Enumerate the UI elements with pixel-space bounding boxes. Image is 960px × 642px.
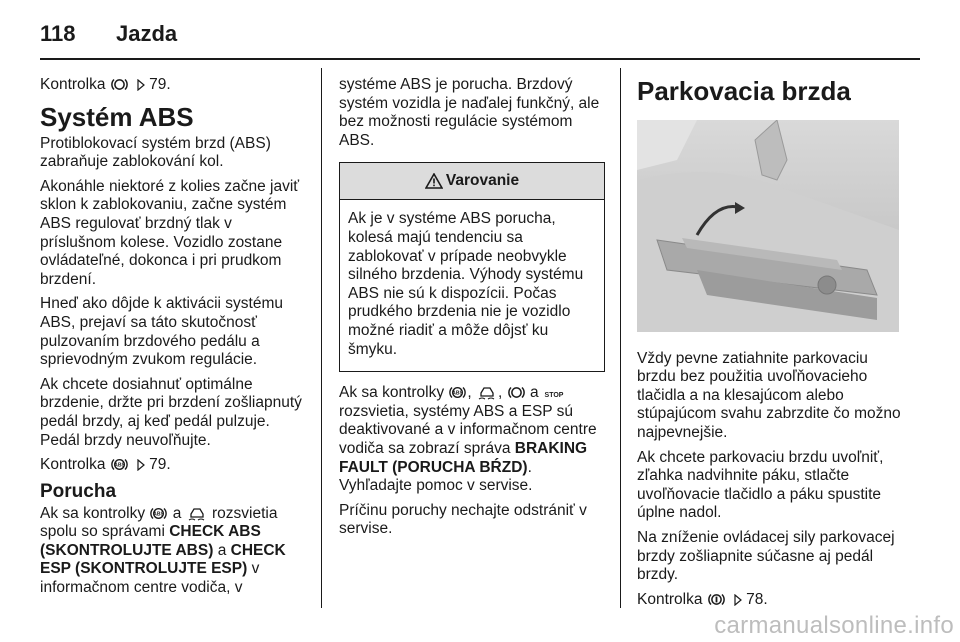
svg-text:ABS: ABS bbox=[114, 462, 125, 469]
svg-text:ABS: ABS bbox=[452, 390, 464, 397]
column-2 bbox=[339, 76, 605, 545]
stop-icon bbox=[544, 388, 564, 400]
esp-skid-icon bbox=[477, 385, 497, 400]
warning-header bbox=[340, 163, 604, 200]
col2-service-line: Vyhľadajte pomoc v servise. bbox=[339, 477, 533, 495]
fault-heading: Porucha bbox=[40, 480, 117, 502]
abs-reference: Kontrolka ABS 79. bbox=[40, 456, 171, 474]
parking-paragraph-1: Vždy pevne zatiahnite parkovaciu brzdu bez použitia uvoľňovacieho tlačidla a na klesajúcom alebo stúpajúcom svahu zabrzdite čo možno najpevnejšie. bbox=[637, 349, 901, 441]
parking-brake-photo bbox=[637, 120, 899, 332]
warning-title: Varovanie bbox=[445, 172, 520, 190]
abs-warning-icon bbox=[449, 385, 466, 400]
page-header bbox=[40, 14, 177, 54]
parking-brake-heading: Parkovacia brzda bbox=[637, 76, 851, 106]
col2-paragraph-2: Ak sa kontrolky ABS , , a STOP rozsvietia, systémy ABS a ESP sú deaktivované a v informačnom centre vodiča sa zobrazí správa BRAKING FAULT (PORUCHA BŔZD). Vyhľadajte pomoc v servise. bbox=[339, 384, 597, 495]
page-number: 118 bbox=[40, 21, 76, 46]
col2-paragraph-1: systéme ABS je porucha. Brzdový systém vozidla je naďalej funkčný, ale bez možnosti regulácie systémom ABS. bbox=[339, 76, 600, 149]
abs-paragraph-1: Protiblokovací systém brzd (ABS) zabraňuje zablokování kol. bbox=[40, 134, 271, 171]
watermark: carmanualsonline.info bbox=[714, 612, 954, 639]
abs-heading: Systém ABS bbox=[40, 101, 194, 132]
warning-triangle-icon bbox=[425, 173, 443, 189]
abs-warning-icon bbox=[150, 506, 167, 521]
brake-warning-icon bbox=[508, 385, 525, 400]
column-divider-2 bbox=[620, 68, 621, 608]
abs-paragraph-2: Akonáhle niektoré z kolies začne javiť sklon k zablokovaniu, začne systém ABS regulovať brzdný tlak v príslušnom kolese. Vozidlo zostane ovládateľné, dokonca i pri prudkom brzdení. bbox=[40, 177, 300, 288]
warning-text: Ak je v systéme ABS porucha, kolesá majú tendenciu sa zablokovať v prípade neobvykle silného brzdenia. Výhody systému ABS nie sú k dispozícii. Počas prudkého brzdenia nie je vozidlo možné riadiť a môže dôjsť ku šmyku. bbox=[348, 210, 584, 358]
abs-warning-icon bbox=[111, 457, 128, 472]
fault-paragraph: Ak sa kontrolky ABS a rozsvietia spolu so správami CHECK ABS (SKONTROLUJTE ABS) a CHECK ESP (SKONTROLUJTE ESP) v informačnom centre vodiča, v bbox=[40, 504, 286, 597]
col2-paragraph-4: Príčinu poruchy nechajte odstrániť v servise. bbox=[339, 501, 587, 538]
page-ref-icon bbox=[136, 459, 146, 471]
svg-text:ABS: ABS bbox=[153, 511, 165, 518]
parking-paragraph-3: Na zníženie ovládacej sily parkovacej brzdy zošliapnite súčasne aj pedál brzdy. bbox=[637, 528, 895, 584]
parking-paragraph-2: Ak chcete parkovaciu brzdu uvoľniť, zľahka nadvihnite páku, stlačte uvoľňovacie tlačidlo a páku spustite úplne nadol. bbox=[637, 448, 884, 522]
svg-text:STOP: STOP bbox=[544, 392, 564, 400]
header-divider bbox=[40, 58, 920, 60]
brake-warning-icon bbox=[111, 77, 128, 92]
braking-fault-message: BRAKING FAULT (PORUCHA BŔZD) bbox=[339, 439, 588, 476]
chapter-title: Jazda bbox=[116, 21, 178, 46]
parking-reference: Kontrolka 78. bbox=[637, 590, 768, 608]
page-ref-icon bbox=[136, 79, 146, 91]
intro-paragraph: Kontrolka 79. bbox=[40, 76, 171, 93]
parking-brake-icon bbox=[708, 592, 725, 607]
check-esp-message: CHECK ESP (SKONTROLUJTE ESP) bbox=[40, 541, 286, 578]
column-divider-1 bbox=[321, 68, 322, 608]
page-ref-icon bbox=[733, 594, 743, 606]
check-abs-message: CHECK ABS (SKONTROLUJTE ABS) bbox=[40, 523, 261, 559]
column-1 bbox=[40, 76, 308, 604]
column-3 bbox=[637, 76, 907, 615]
abs-paragraph-3: Hneď ako dôjde k aktivácii systému ABS, prejaví sa táto skutočnosť pulzovaním brzdového pedálu a sprievodným zvukom regulácie. bbox=[40, 295, 283, 369]
abs-paragraph-4: Ak chcete dosiahnuť optimálne brzdenie, držte pri brzdení zošliapnutý pedál brzdy, aj keď pedál pulzuje. Pedál brzdy neuvoľňujte. bbox=[40, 375, 302, 449]
warning-box bbox=[339, 162, 605, 372]
esp-skid-icon bbox=[187, 506, 207, 521]
